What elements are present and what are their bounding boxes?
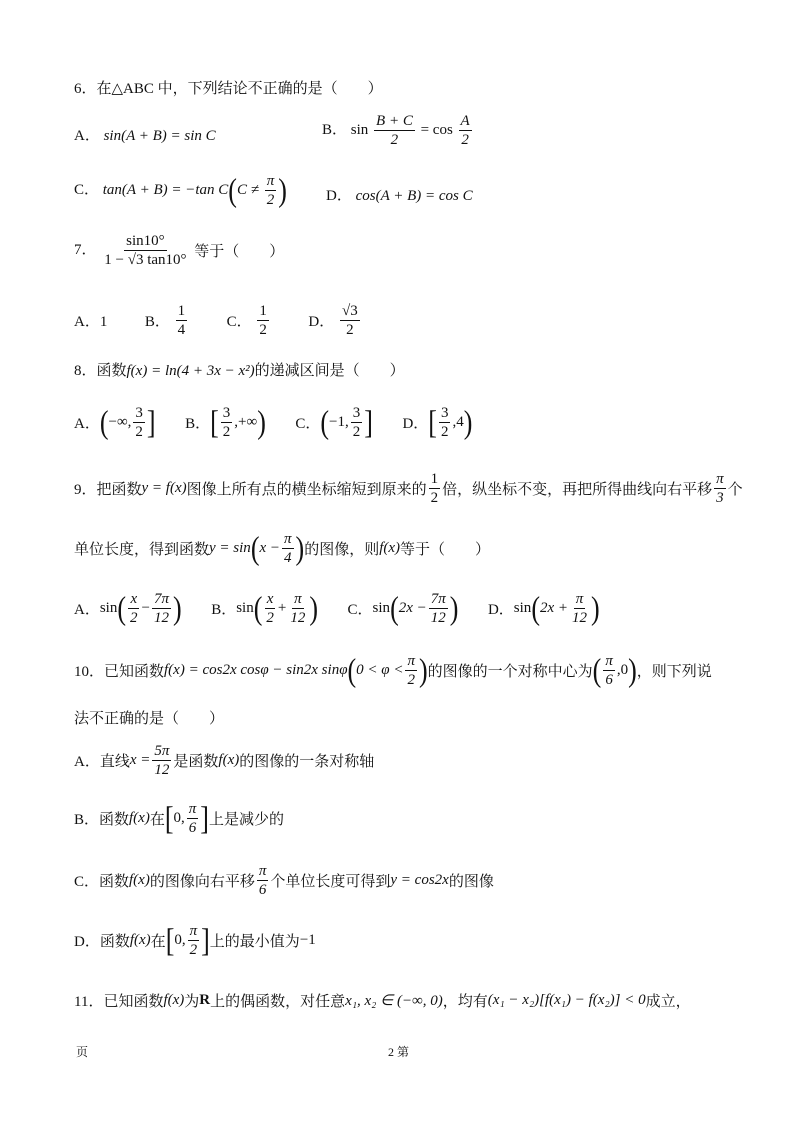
q11-text-a: 11．已知函数 [74, 994, 164, 1010]
q11-text-d: R [199, 992, 211, 1008]
q9-option-c-label: C． [347, 602, 373, 618]
q11-text-g: ，均有 [442, 994, 488, 1010]
q8-stem-pre: 8．函数 [74, 363, 127, 379]
q9-text-e: 单位长度，得到函数 [74, 542, 210, 558]
q9-text-d: 个 [727, 482, 743, 498]
q10-option-c: C．函数f(x)的图像向右平移 $\frac{\pi}{6}$ 个单位长度可得到y = cos2x的图像 [74, 863, 494, 898]
q9-text-f: 的图像，则 [304, 542, 380, 558]
footer-left: 页 [76, 1045, 89, 1059]
q10-line2: 法不正确的是（ ） [74, 711, 225, 727]
q9-text-b: 图像上所有点的横坐标缩短到原来的 [186, 482, 427, 498]
q10-text-a: 10．已知函数 [74, 664, 165, 680]
question-number: 7． [74, 241, 97, 258]
q7-stem [74, 232, 284, 269]
q10-c-text-b: f(x) [129, 872, 150, 888]
q10-d-text-c: 在 [150, 934, 166, 950]
q7-options: A．1 B． $\frac{1}{4}$ C． $\frac{1}{2}$ D． $\frac{√3}{2}$ [74, 303, 358, 338]
q9-option-d-label: D． [487, 602, 514, 618]
q11-text-b: f(x) [163, 992, 185, 1008]
q9-text-g: f(x) [379, 540, 401, 556]
q10-expr: f(x) = cos2x cosφ − sin2x sinφ [164, 662, 348, 678]
q7-suffix: 等于（ ） [194, 244, 285, 260]
q7-option-d-label: D． [308, 314, 335, 330]
q6-option-d [326, 184, 473, 205]
q11-text-f: x₁, x₂ ∈ (−∞, 0) [345, 993, 443, 1009]
q9-option-a-label: A． [74, 602, 100, 618]
q8-expr: f(x) = ln(4 + 3x − x²) [126, 363, 255, 379]
q9-text-a: 9．把函数 [74, 482, 142, 498]
q8-options: A．(−∞, $\frac{3}{2}$ ] B．[ $\frac{3}{2}$ ,+∞) C．(−1, $\frac{3}{2}$ ] D．[ $\frac{3}{2}$ ,4) [74, 403, 473, 440]
q6-option-c: C． tan(A + B) = −tan C(C ≠ $\frac{\pi}{2}$ ) [74, 171, 287, 208]
q10-option-a: A．直线x = $\frac{5\pi}{12}$ 是函数f(x)的图像的一条对称轴 [74, 743, 375, 778]
q7-option-b-label: B． [144, 314, 170, 330]
q11-stem [74, 990, 691, 1011]
q10-option-d: D．函数f(x)在[0, $\frac{\pi}{2}$ ]上的最小值为−1 [74, 921, 316, 958]
q10-a-text-b: 是函数 [173, 754, 219, 770]
q10-c-text-a: C．函数 [74, 874, 130, 890]
q10-d-text-e: −1 [299, 932, 316, 948]
q11-text-c: 为 [184, 994, 200, 1010]
q10-text-b: 的图像的一个对称中心为 [427, 664, 593, 680]
q6-d-expr: cos(A + B) = cos C [355, 188, 473, 205]
q9-option-b-label: B． [211, 602, 237, 618]
q8-option-c-label: C． [295, 416, 321, 432]
q10-c-text-f: 的图像 [448, 874, 494, 890]
q9-line2-func: y = sin [209, 540, 251, 556]
q7-option-a: A．1 [74, 314, 108, 330]
q10-a-text-a: A．直线 [74, 754, 130, 770]
q10-c-text-e: y = cos2x [390, 872, 449, 888]
q9-text-h: 等于（ ） [400, 542, 491, 558]
q7-numerator: sin10° [126, 233, 165, 249]
q10-line1: 10．已知函数f(x) = cos2x cosφ − sin2x sinφ(0 < φ < $\frac{\pi}{2}$ )的图像的一个对称中心为( $\frac{\pi}{6}$ ,0)，则下列说 [74, 651, 712, 688]
q11-text-e: 上的偶函数，对任意 [210, 994, 346, 1010]
q6-stem: 6．在△ABC 中，下列结论不正确的是（ ） [74, 81, 383, 97]
q6-a-expr: sin(A + B) = sin C [103, 128, 216, 145]
option-label: A． [74, 128, 100, 144]
q7-option-c-label: C． [226, 314, 252, 330]
q6-option-a [74, 124, 216, 145]
q6-c-cond: C ≠ [236, 182, 259, 198]
q10-c-text-d: 个单位长度可得到 [270, 874, 391, 890]
q6-option-b: B． sin $\frac{B + C}{2}$ = cos $\frac{A}{2}$ [322, 113, 470, 148]
q10-option-b: B．函数f(x)在[0, $\frac{\pi}{6}$ ]上是减少的 [74, 799, 284, 836]
q10-b-text-b: f(x) [129, 810, 150, 826]
q8-option-b-label: B． [185, 416, 211, 432]
q9-func: y = f(x) [141, 480, 187, 496]
q10-text-c: ，则下列说 [636, 664, 712, 680]
q8-option-d-label: D． [402, 416, 429, 432]
q8-stem-post: 的递减区间是（ ） [254, 363, 405, 379]
q10-a-text-d: 的图像的一条对称轴 [239, 754, 375, 770]
q9-options: A．sin( $\frac{x}{2}$ − $\frac{7\pi}{12}$ ) B．sin( $\frac{x}{2}$ + $\frac{\pi}{12}$ ) C．sin(2x − $\frac{7\pi}{12}$ ) D．sin(2x + $\frac{\pi}{12}$ ) [74, 589, 600, 626]
option-label: D． [326, 188, 352, 204]
q10-d-text-a: D．函数 [74, 934, 130, 950]
q10-b-text-a: B．函数 [74, 812, 130, 828]
q10-a-text-c: f(x) [218, 752, 240, 768]
q7-denominator: 1 − √3 tan10° [104, 252, 187, 268]
q8-stem [74, 360, 754, 382]
q10-b-text-c: 在 [149, 812, 165, 828]
q8-option-a-label: A． [74, 416, 100, 432]
q9-text-c: 倍，纵坐标不变，再把所得曲线向右平移 [442, 482, 713, 498]
q10-d-text-b: f(x) [129, 932, 151, 948]
q6-c-expr: tan(A + B) = −tan C [102, 182, 229, 198]
q10-d-text-d: 上的最小值为 [209, 934, 300, 950]
option-label: B． [322, 121, 348, 138]
q9-line2: 单位长度，得到函数y = sin(x − $\frac{\pi}{4}$ )的图像，则f(x)等于（ ） [74, 529, 491, 566]
q10-b-text-d: 上是减少的 [208, 812, 284, 828]
q11-text-i: 成立， [645, 994, 691, 1010]
option-label: C． [74, 181, 100, 198]
q10-c-text-c: 的图像向右平移 [149, 874, 255, 890]
q9-line1: 9．把函数y = f(x)图像上所有点的横坐标缩短到原来的 $\frac{1}{2}$ 倍，纵坐标不变，再把所得曲线向右平移 $\frac{\pi}{3}$ 个 [74, 471, 743, 506]
q11-text-h: (x₁ − x₂)[f(x₁) − f(x₂)] < 0 [487, 992, 646, 1008]
footer-page-number: 2 第 [388, 1045, 410, 1059]
